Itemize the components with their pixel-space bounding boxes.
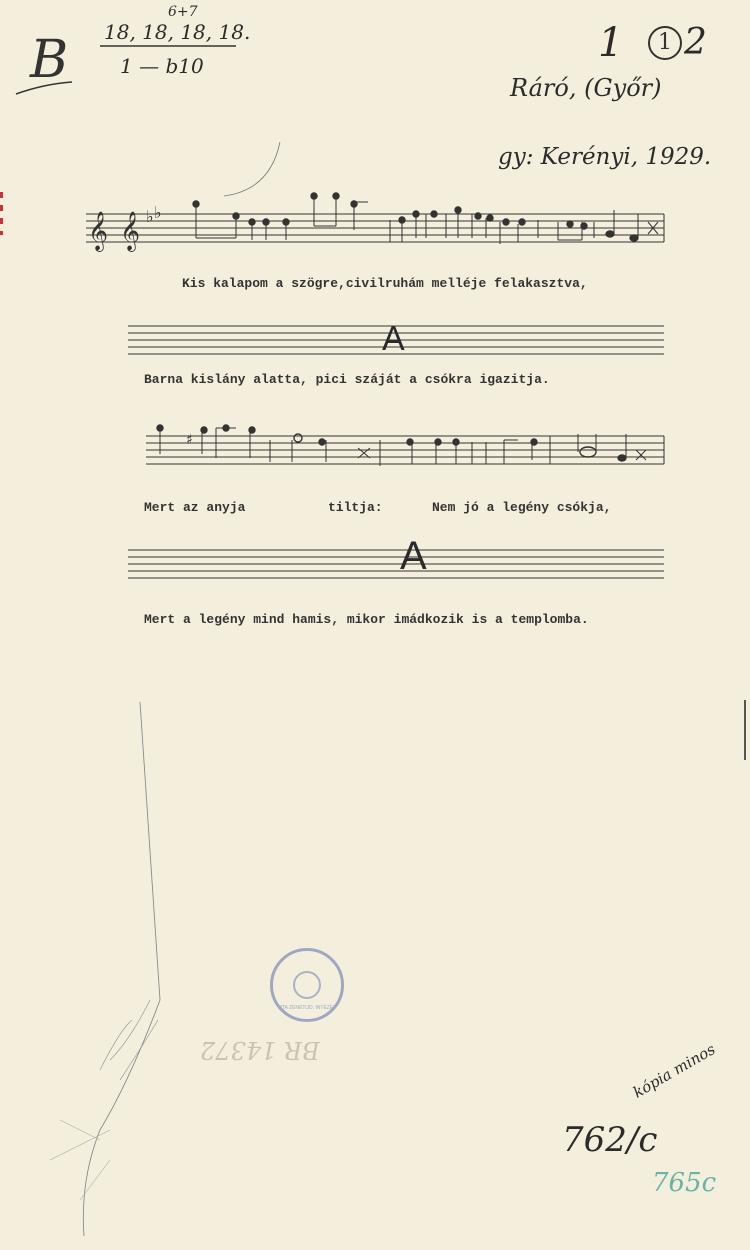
stamp-text: MTA ZENETUD. INTÉZET xyxy=(277,1005,337,1011)
svg-text:♯: ♯ xyxy=(186,432,193,448)
counts-line-2: 1 — b10 xyxy=(120,54,204,78)
counts-line-1: 18, 18, 18, 18. xyxy=(104,20,251,44)
lyrics-line-1: Kis kalapom a szögre,civilruhám melléje felakasztva, xyxy=(182,276,588,291)
svg-text:♭: ♭ xyxy=(146,207,154,226)
archive-number: 762/c xyxy=(562,1120,658,1160)
lyrics-line-3-part-1: Mert az anyja xyxy=(144,500,246,515)
b-underline xyxy=(14,80,74,100)
collector-note: gy: Kerényi, 1929. xyxy=(498,144,712,170)
svg-text:♭: ♭ xyxy=(154,203,162,222)
copy-note: kópia minos xyxy=(630,1040,719,1102)
lyrics-line-3-part-2: tiltja: xyxy=(328,500,383,515)
letter-b: B xyxy=(30,30,69,90)
staff-4 xyxy=(128,548,668,588)
place-name: Ráró, (Győr) xyxy=(510,74,662,102)
lyrics-line-3-part-3: Nem jó a legény csókja, xyxy=(432,500,612,515)
svg-text:𝄞: 𝄞 xyxy=(120,211,141,251)
circled-number: 1 xyxy=(648,26,682,60)
lyrics-line-4: Mert a legény mind hamis, mikor imádkozik is a templomba. xyxy=(144,612,589,627)
counts-underline xyxy=(100,44,240,48)
repeat-letter-a-2: A xyxy=(400,534,427,578)
stamp-inner-ring xyxy=(293,971,321,999)
counts-superscript: 6+7 xyxy=(168,4,198,20)
staff-1 xyxy=(86,203,668,251)
edge-mark-right xyxy=(744,700,746,760)
number-suffix: 2 xyxy=(684,22,707,63)
number-green: 765c xyxy=(652,1168,717,1198)
pencil-mark: BR 14372 xyxy=(200,1036,320,1064)
pencil-scribble xyxy=(40,700,160,1240)
pencil-arc xyxy=(220,140,300,200)
lyrics-line-2: Barna kislány alatta, pici száját a csókra igazitja. xyxy=(144,372,550,387)
institution-stamp xyxy=(270,948,344,1022)
svg-text:𝄞: 𝄞 xyxy=(88,211,109,251)
staff-3 xyxy=(146,434,666,474)
repeat-letter-a-1: A xyxy=(382,320,405,358)
number-top-right: 1 xyxy=(598,20,624,66)
